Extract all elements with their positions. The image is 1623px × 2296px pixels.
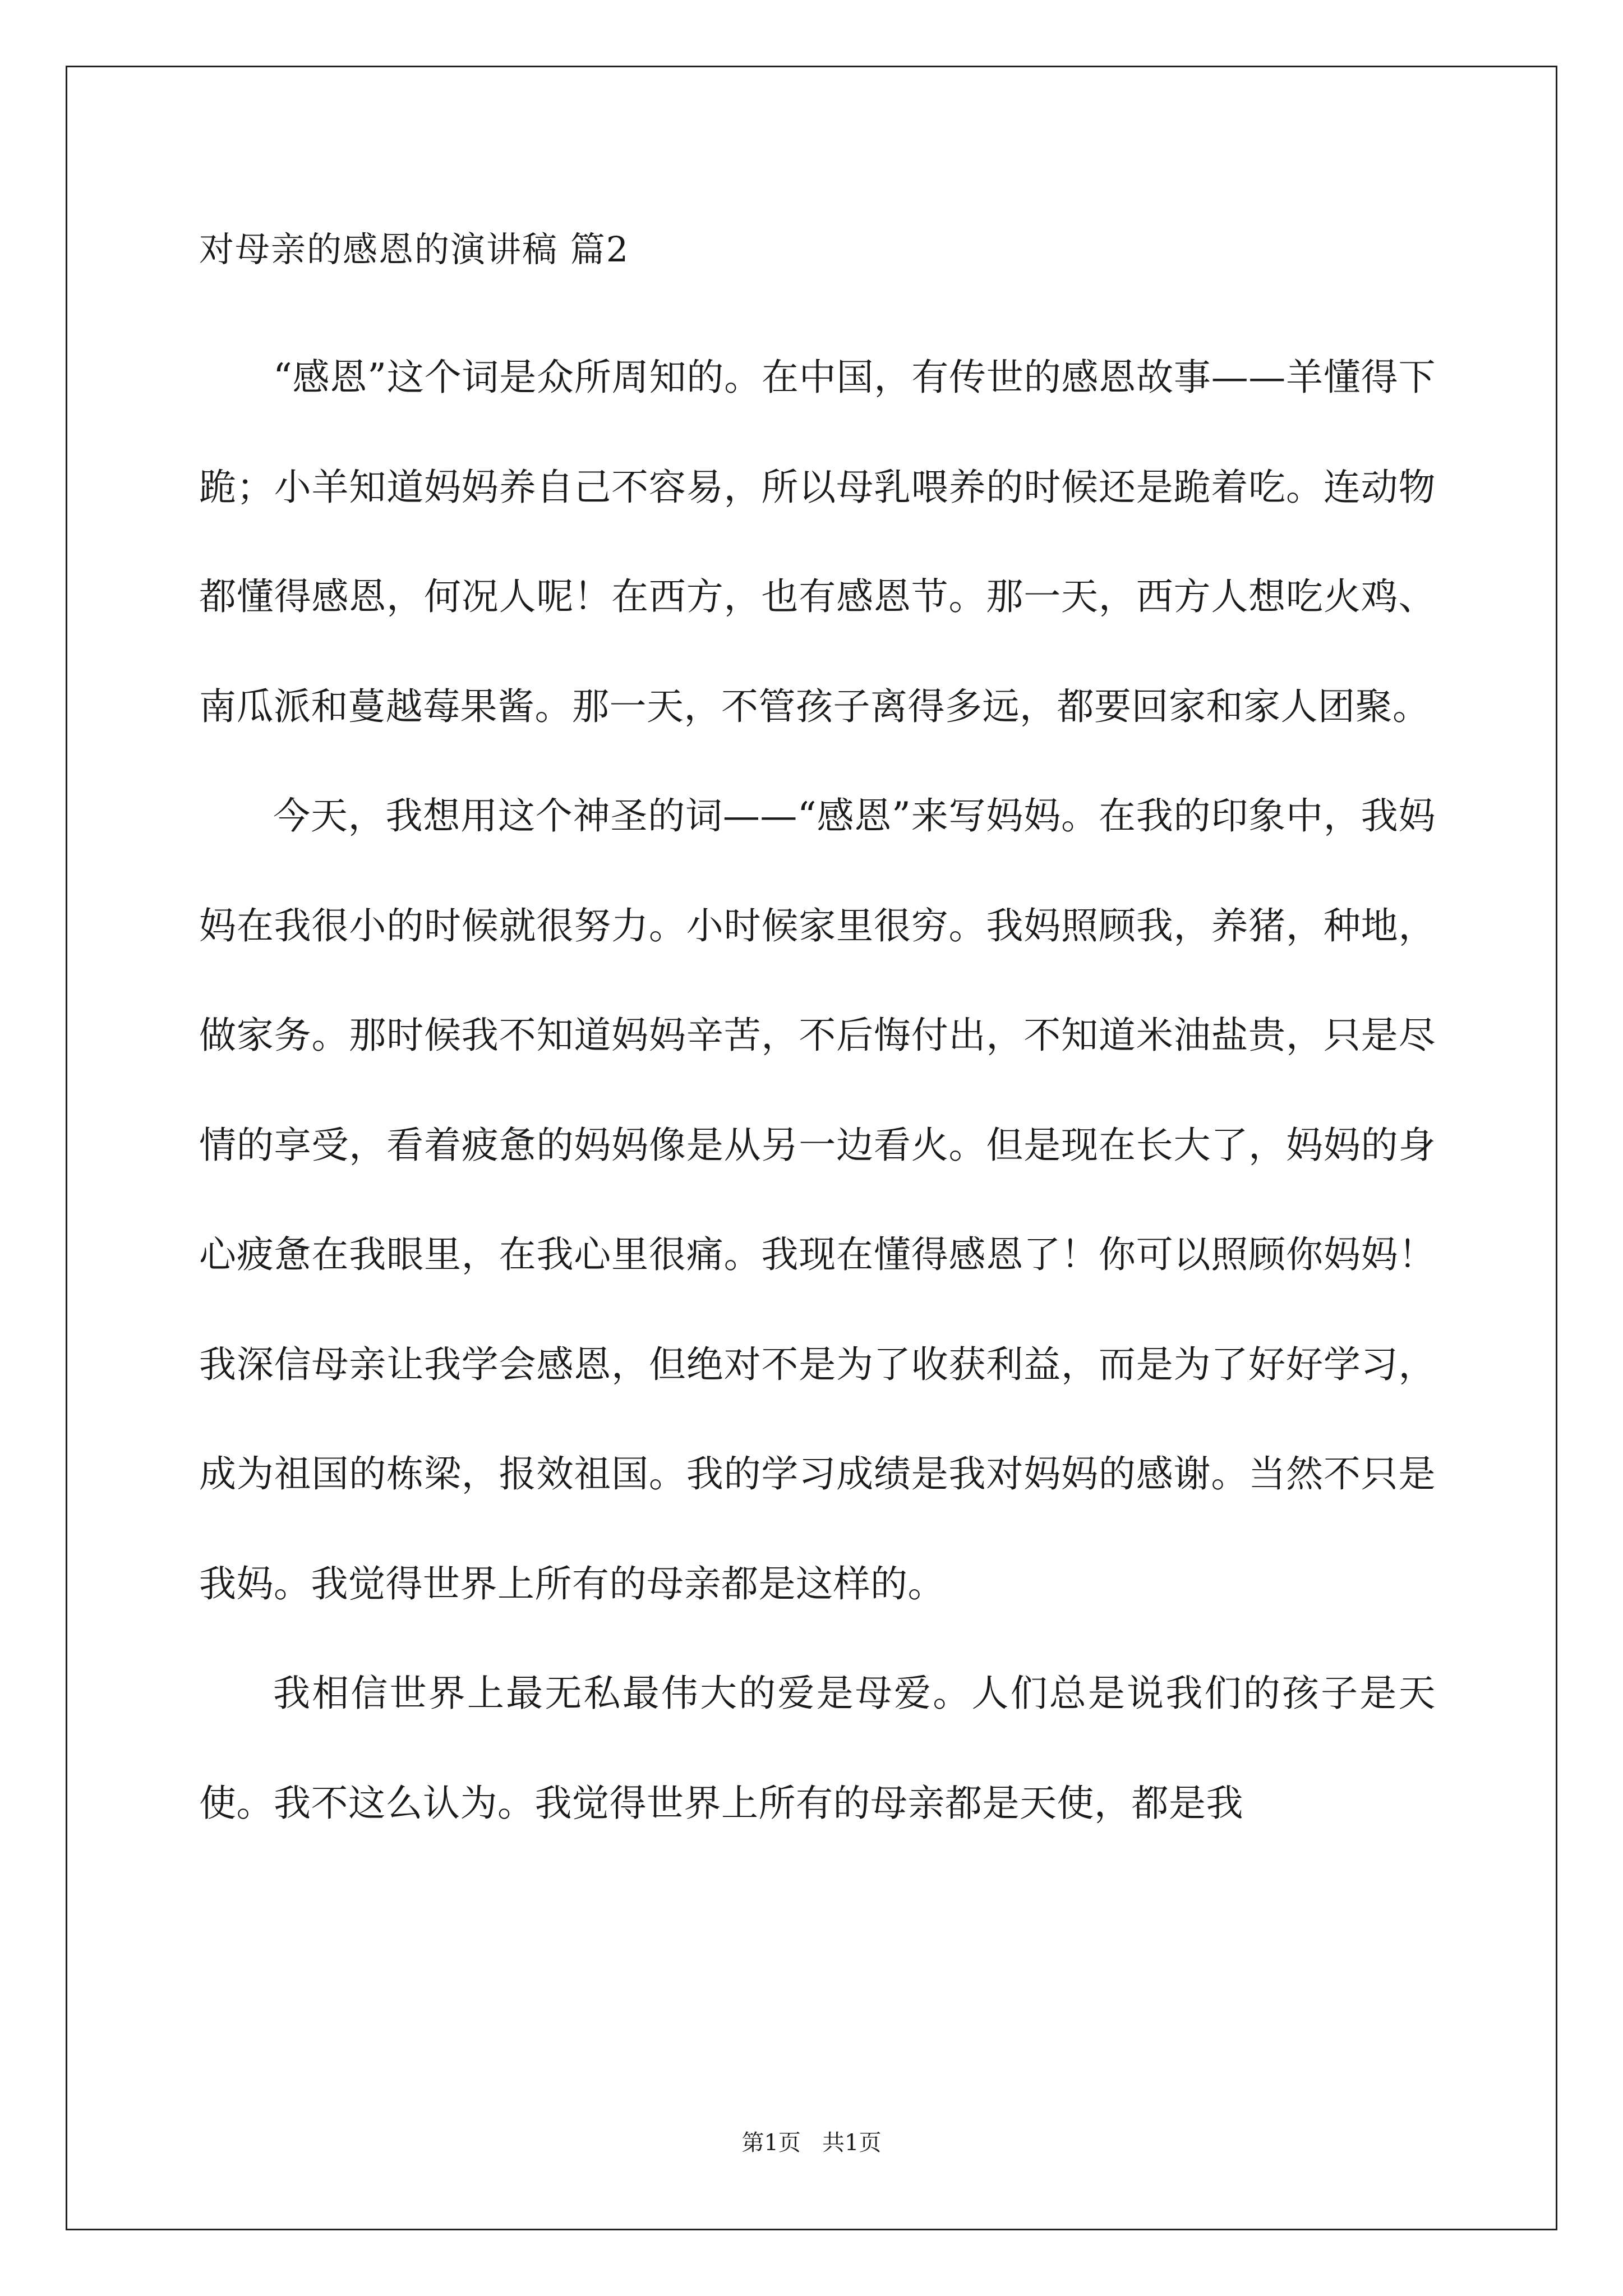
paragraph: 今天，我想用这个神圣的词——“感恩”来写妈妈。在我的印象中，我妈妈在我很小的时候就很努力。小时候家里很穷。我妈照顾我，养猪，种地，做家务。那时候我不知道妈妈辛苦，不后悔付出，不知道米油盐贵，只是尽情的享受，看着疲惫的妈妈像是从另一边看火。但是现在长大了，妈妈的身心疲惫在我眼里，在我心里很痛。我现在懂得感恩了！你可以照顾你妈妈！我深信母亲让我学会感恩，但绝对不是为了收获利益，而是为了好好学习，成为祖国的栋梁，报效祖国。我的学习成绩是我对妈妈的感谢。当然不只是我妈。我觉得世界上所有的母亲都是这样的。 [199,794,1436,1605]
paragraph: “感恩”这个词是众所周知的。在中国，有传世的感恩故事——羊懂得下跪；小羊知道妈妈养自己不容易，所以母乳喂养的时候还是跪着吃。连动物都懂得感恩，何况人呢！在西方，也有感恩节。那一天，西方人想吃火鸡、南瓜派和蔓越莓果酱。那一天，不管孩子离得多远，都要回家和家人团聚。 [199,356,1436,728]
document-body [199,222,1436,1858]
paragraph-list [199,323,1436,1858]
page-footer: 第1页 共1页 [741,2130,882,2156]
document-title: 对母亲的感恩的演讲稿 篇2 [199,229,630,270]
paragraph: 我相信世界上最无私最伟大的爱是母爱。人们总是说我们的孩子是天使。我不这么认为。我觉得世界上所有的母亲都是天使，都是我 [199,1672,1436,1825]
